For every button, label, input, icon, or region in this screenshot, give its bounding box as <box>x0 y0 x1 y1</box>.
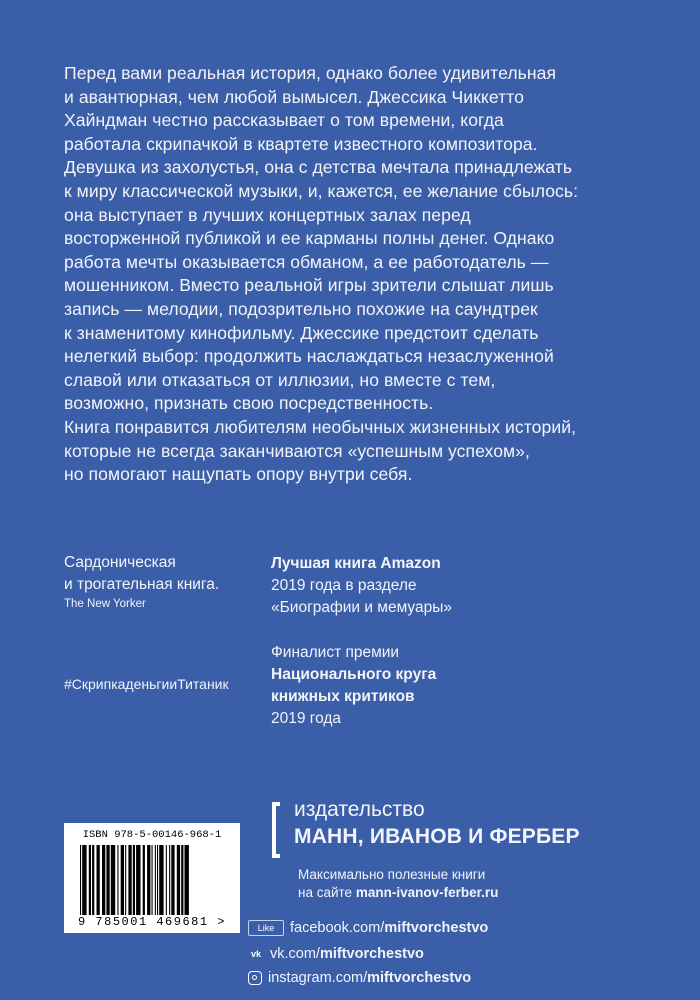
facebook-like-icon: Like <box>248 920 284 936</box>
blurb-line: запись — мелодии, подозрительно похожие на саундтрек <box>64 298 538 319</box>
barcode-bars <box>78 845 228 915</box>
vk-icon: vk <box>250 949 261 960</box>
blurb-line: славой или отказаться от иллюзии, но вместе с тем, <box>64 369 496 390</box>
publisher-label: издательство <box>294 798 425 821</box>
blurb-line: мошенником. Вместо реальной игры зрители слышат лишь <box>64 275 554 296</box>
blurb-line: восторженной публикой и ее карманы полны денег. Однако <box>64 228 555 249</box>
publisher-slogan <box>298 866 498 902</box>
award-line: Финалист премии <box>271 644 400 661</box>
blurb-line: и авантюрная, чем любой вымысел. Джессика Чиккетто <box>64 86 524 107</box>
quote-line: Сардоническая <box>64 554 176 571</box>
award-title: Национального круга <box>271 666 437 683</box>
award-title: Лучшая книга Amazon <box>271 555 441 572</box>
blurb-line: нелегкий выбор: продолжить наслаждаться незаслуженной <box>64 346 554 367</box>
social-prefix: instagram.com/ <box>268 970 368 986</box>
publisher-name: МАНН, ИВАНОВ И ФЕРБЕР <box>294 825 580 848</box>
social-handle: miftvorchestvo <box>384 920 489 936</box>
review-quote <box>64 552 244 610</box>
award-amazon <box>271 553 511 619</box>
quote-line: и трогательная книга. <box>64 576 220 593</box>
blurb-text <box>64 62 644 487</box>
blurb-line: возможно, признать свою посредственность. <box>64 393 434 414</box>
instagram-icon <box>248 971 262 985</box>
award-critics <box>271 642 511 730</box>
bracket-mark <box>272 802 280 858</box>
barcode-digits: 9 785001 469681 > <box>78 915 226 929</box>
blurb-line: Книга понравится любителям необычных жизненных историй, <box>64 416 577 437</box>
slogan-line: Максимально полезные книги <box>298 867 486 882</box>
social-handle: miftvorchestvo <box>367 970 472 986</box>
blurb-line: но помогают нащупать опору внутри себя. <box>64 464 413 485</box>
blurb-line: которые не всегда заканчиваются «успешным успехом», <box>64 440 530 461</box>
blurb-line: Хайндман честно рассказывает о том времени, когда <box>64 110 504 131</box>
slogan-line <box>298 884 498 902</box>
social-handle: miftvorchestvo <box>319 946 424 962</box>
award-line: 2019 года в разделе <box>271 577 417 594</box>
award-title: книжных критиков <box>271 688 415 705</box>
slogan-prefix: на сайте <box>298 885 356 900</box>
social-prefix: vk.com/ <box>270 946 320 962</box>
website-link[interactable]: mann-ivanov-ferber.ru <box>355 885 499 900</box>
blurb-line: к миру классической музыки, и, кажется, ее желание сбылось: <box>64 180 579 201</box>
blurb-line: работа мечты оказывается обманом, а ее работодатель — <box>64 251 549 272</box>
awards <box>271 553 511 753</box>
quote-source: The New Yorker <box>64 598 146 610</box>
social-facebook[interactable] <box>248 920 488 936</box>
blurb-line: к знаменитому кинофильму. Джессике предстоит сделать <box>64 322 539 343</box>
blurb-line: Девушка из захолустья, она с детства мечтала принадлежать <box>64 157 573 178</box>
isbn-text: ISBN 978-5-00146-968-1 <box>82 829 222 841</box>
social-instagram[interactable] <box>248 970 471 986</box>
award-line: «Биографии и мемуары» <box>271 599 452 616</box>
barcode <box>64 823 240 933</box>
blurb-line: работала скрипачкой в квартете известного композитора. <box>64 133 538 154</box>
blurb-line: Перед вами реальная история, однако более удивительная <box>64 63 557 83</box>
social-vk[interactable] <box>248 946 424 962</box>
blurb-line: она выступает в лучших концертных залах перед <box>64 204 471 225</box>
social-prefix: facebook.com/ <box>290 920 385 936</box>
award-line: 2019 года <box>271 710 342 727</box>
hashtag: #СкрипкаденьгииТитаник <box>64 676 229 692</box>
